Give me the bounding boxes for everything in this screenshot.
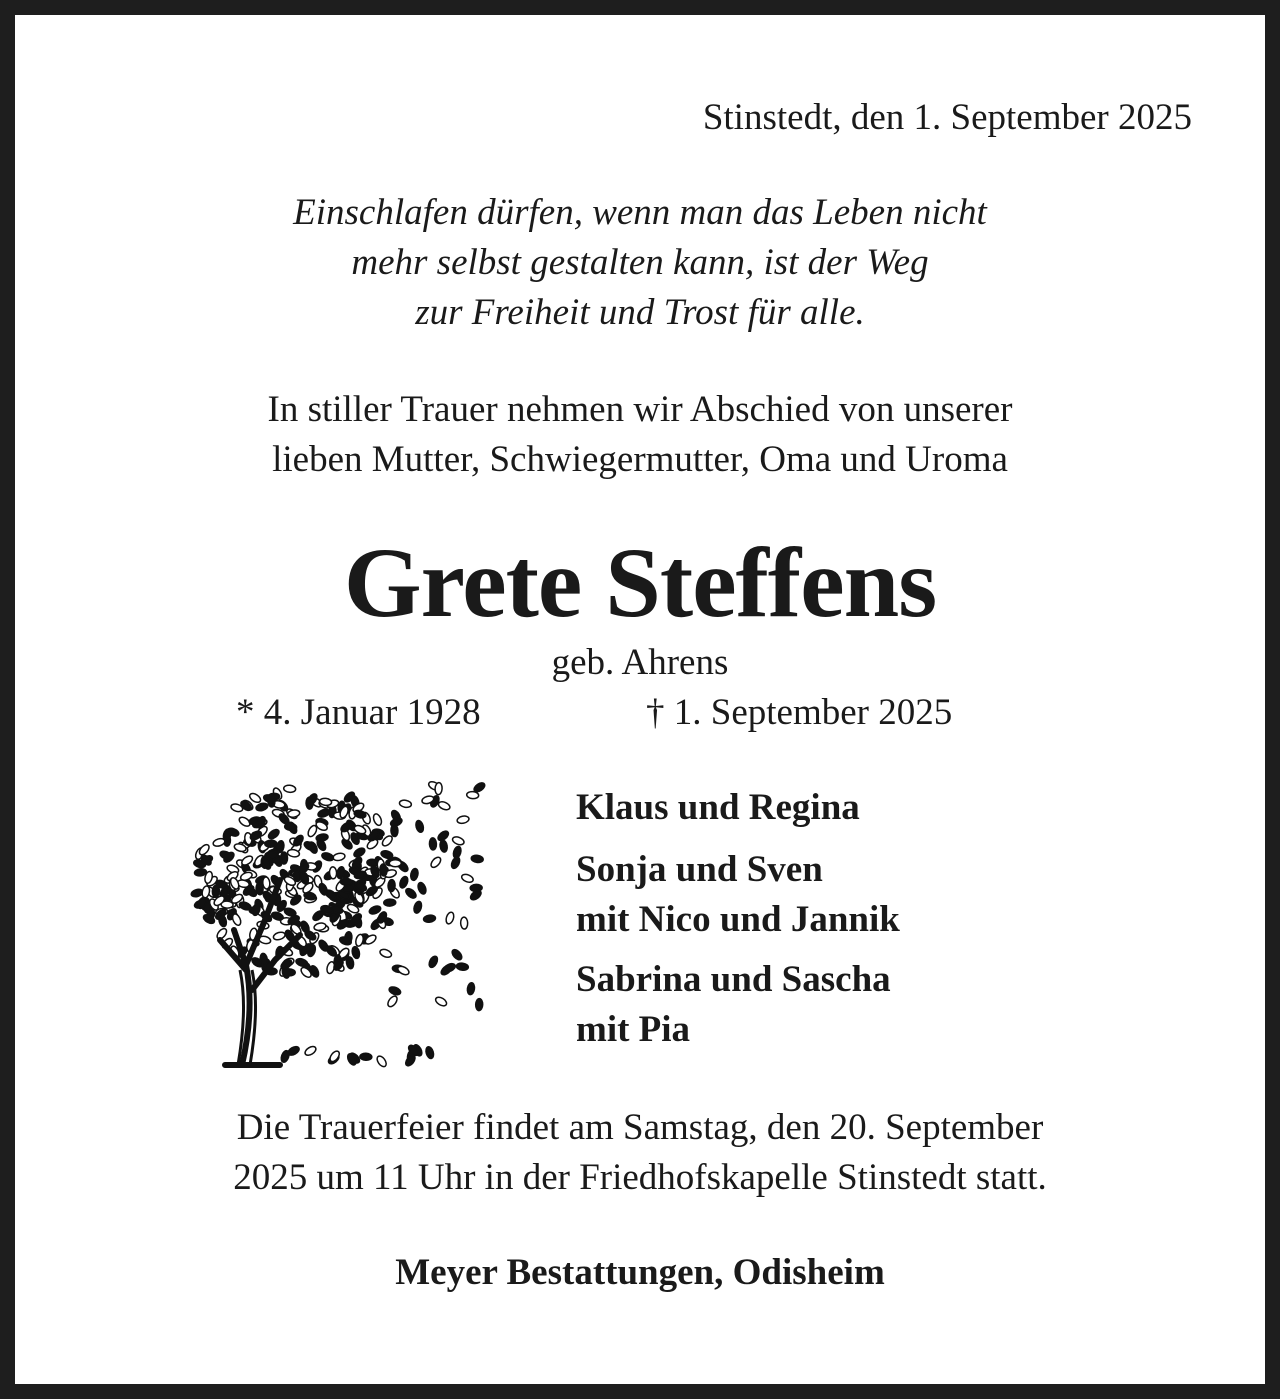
leaf bbox=[329, 867, 337, 879]
leaf bbox=[436, 829, 450, 842]
mourner-line: Klaus und Regina bbox=[576, 787, 860, 828]
leaf bbox=[456, 962, 469, 970]
leaf bbox=[439, 963, 453, 976]
leaf bbox=[399, 799, 412, 808]
leaf bbox=[413, 900, 423, 914]
tree-illustration bbox=[180, 760, 490, 1075]
leaf bbox=[287, 1045, 301, 1057]
leaf bbox=[304, 1045, 318, 1057]
leaf bbox=[429, 838, 437, 850]
leaf bbox=[386, 995, 399, 1009]
mourner-line: Sabrina und Sascha bbox=[576, 959, 891, 1000]
leaf bbox=[404, 887, 418, 900]
leaf bbox=[435, 782, 443, 794]
leaf bbox=[379, 948, 393, 959]
leaf bbox=[351, 946, 361, 959]
leaf bbox=[339, 821, 353, 834]
leaf bbox=[450, 856, 461, 870]
leaf bbox=[389, 816, 403, 827]
leaf bbox=[466, 791, 479, 799]
leaf bbox=[423, 914, 436, 923]
leaf bbox=[379, 864, 387, 877]
deceased-name: Grete Steffens bbox=[343, 527, 937, 638]
leaf bbox=[380, 849, 394, 859]
leaf bbox=[398, 875, 409, 889]
leaf bbox=[198, 843, 211, 857]
leaf bbox=[429, 856, 442, 870]
leaf bbox=[306, 797, 313, 809]
leaf bbox=[325, 944, 338, 957]
leaf bbox=[360, 1053, 372, 1061]
funeral-line: 2025 um 11 Uhr in der Friedhofskapelle Stinstedt statt. bbox=[233, 1157, 1047, 1198]
undertaker: Meyer Bestattungen, Odisheim bbox=[395, 1252, 885, 1293]
leaf bbox=[384, 899, 396, 906]
leaf bbox=[355, 934, 365, 947]
leaf bbox=[388, 879, 396, 891]
leaf bbox=[321, 851, 335, 862]
quote-line: mehr selbst gestalten kann, ist der Weg bbox=[351, 242, 929, 283]
intro-line: lieben Mutter, Schwiegermutter, Oma und Uroma bbox=[272, 439, 1008, 480]
leaf bbox=[318, 882, 329, 896]
intro-line: In stiller Trauer nehmen wir Abschied von unserer bbox=[267, 389, 1013, 430]
funeral-line: Die Trauerfeier findet am Samstag, den 20. September bbox=[236, 1107, 1044, 1148]
leaf bbox=[292, 834, 305, 848]
leaf bbox=[272, 931, 286, 941]
leaf bbox=[212, 885, 220, 897]
leaf bbox=[439, 840, 448, 853]
leaf bbox=[353, 809, 366, 819]
mourner-line: mit Pia bbox=[576, 1009, 691, 1050]
mourner-line: mit Nico und Jannik bbox=[576, 899, 900, 940]
leaf bbox=[471, 855, 484, 864]
leaf bbox=[262, 877, 270, 890]
death-date: † 1. September 2025 bbox=[646, 692, 953, 733]
leaf bbox=[461, 873, 475, 884]
leaf bbox=[375, 1054, 388, 1068]
leaf bbox=[218, 914, 228, 927]
leaf bbox=[388, 985, 402, 996]
leaf bbox=[265, 840, 277, 848]
leaf bbox=[451, 835, 465, 846]
leaf bbox=[283, 785, 296, 793]
leaf bbox=[328, 1049, 341, 1063]
quote-line: Einschlafen dürfen, wenn man das Leben nicht bbox=[293, 192, 987, 233]
leaf bbox=[415, 820, 425, 833]
leaf bbox=[460, 917, 467, 929]
leaf bbox=[372, 813, 383, 827]
leaf bbox=[445, 911, 455, 925]
leaf bbox=[271, 911, 285, 922]
leaf bbox=[317, 808, 331, 819]
leaf bbox=[410, 868, 419, 881]
place-date: Stinstedt, den 1. September 2025 bbox=[702, 97, 1192, 138]
leaf bbox=[201, 885, 210, 898]
mourner-line: Sonja und Sven bbox=[576, 849, 823, 890]
leaf bbox=[255, 802, 268, 812]
leaf bbox=[475, 998, 482, 1010]
leaf bbox=[450, 948, 463, 962]
leaf bbox=[425, 1046, 435, 1060]
leaf bbox=[267, 828, 281, 841]
leaf bbox=[427, 955, 439, 969]
leaf bbox=[456, 815, 469, 824]
leaf bbox=[396, 965, 410, 977]
leaf bbox=[295, 957, 309, 967]
leaf bbox=[437, 800, 451, 811]
leaf bbox=[319, 798, 332, 806]
leaf bbox=[316, 833, 329, 842]
maiden-name: geb. Ahrens bbox=[551, 642, 729, 683]
leaf bbox=[332, 852, 345, 861]
leaf bbox=[231, 913, 242, 927]
leaf bbox=[417, 881, 428, 895]
leaf bbox=[240, 854, 254, 867]
quote-line: zur Freiheit und Trost für alle. bbox=[415, 292, 865, 333]
leaf bbox=[467, 982, 476, 995]
birth-date: * 4. Januar 1928 bbox=[236, 692, 481, 733]
leaf bbox=[404, 1054, 417, 1068]
leaf bbox=[434, 995, 448, 1007]
leaf bbox=[238, 901, 252, 912]
leaf bbox=[389, 860, 401, 867]
